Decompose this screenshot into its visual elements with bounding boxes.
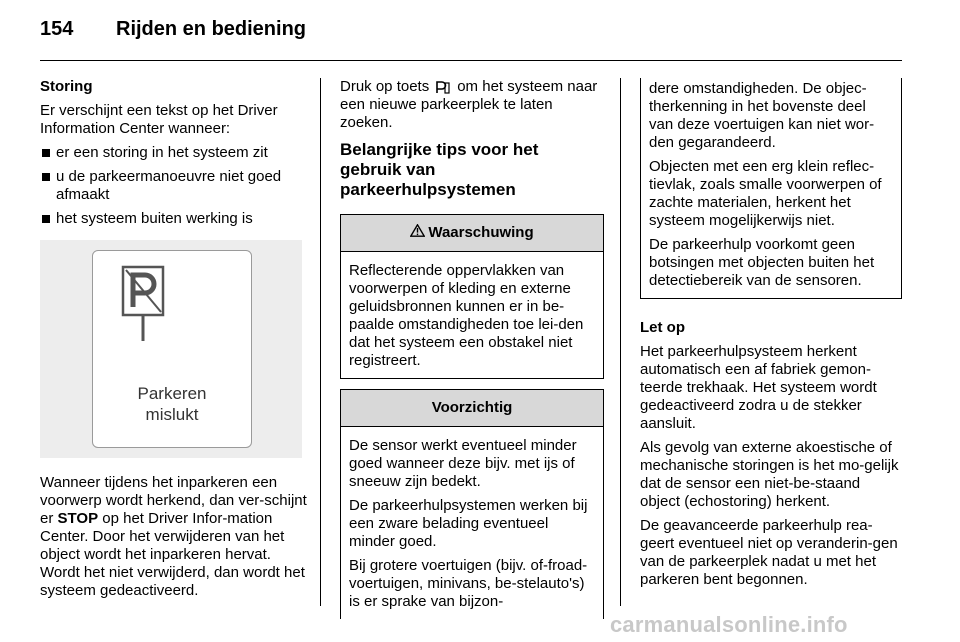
parking-button-icon xyxy=(435,80,451,95)
header-rule xyxy=(40,60,902,61)
display-line-2: mislukt xyxy=(145,405,199,424)
column-1 xyxy=(40,78,308,606)
stop-text-2: op het Driver Infor-mation Center. Door het verwijderen van het object wordt het inparkeren hervat. Wordt het niet verwijderd, dan wordt het systeem gedeactiveerd. xyxy=(40,510,305,599)
list-item: het systeem buiten werking is xyxy=(40,210,308,228)
section-title: Belangrijke tips voor het gebruik van parkeerhulpsystemen xyxy=(340,140,539,199)
caution-body xyxy=(341,427,603,619)
parking-sign-icon xyxy=(121,265,173,343)
caution-paragraph: De parkeerhulpsystemen werken bij een zware belading eventueel minder goed. xyxy=(349,497,588,550)
caution-paragraph: De parkeerhulp voorkomt geen botsingen met objecten buiten het detectiebereik van de sensoren. xyxy=(649,236,875,289)
chapter-title: Rijden en bediening xyxy=(116,18,307,40)
press-text-2: om het systeem naar een nieuwe parkeerplek te laten zoeken. xyxy=(340,78,598,131)
note-paragraph: De geavanceerde parkeerhulp rea-geert eventueel niet op veranderin-gen van de parkeerplek nadat u met het parkeren bent begonnen. xyxy=(640,517,898,588)
caution-box xyxy=(340,389,604,619)
caution-box-continued xyxy=(640,78,902,299)
warning-box xyxy=(340,214,604,379)
warning-triangle-icon xyxy=(410,224,425,237)
column-2 xyxy=(340,78,604,619)
page-number: 154 xyxy=(40,18,74,40)
list-item: er een storing in het systeem zit xyxy=(40,144,308,162)
warning-body xyxy=(341,252,603,378)
press-text-1: Druk op toets xyxy=(340,78,430,95)
press-paragraph xyxy=(340,78,604,132)
watermark: carmanualsonline.info xyxy=(610,612,848,637)
caution-title: Voorzichtig xyxy=(431,399,513,416)
storing-heading: Storing xyxy=(40,78,93,95)
dic-display xyxy=(92,250,252,448)
column-3 xyxy=(640,78,902,595)
list-item: u de parkeermanoeuvre niet goed afmaakt xyxy=(40,168,308,204)
warning-title: Waarschuwing xyxy=(428,224,534,241)
column-divider xyxy=(620,78,621,606)
display-line-1: Parkeren xyxy=(137,384,207,403)
storing-intro: Er verschijnt een tekst op het Driver Information Center wanneer: xyxy=(40,102,278,137)
warning-header xyxy=(341,215,603,252)
caution-paragraph: dere omstandigheden. De objec-therkenning in het bovenste deel van deze voertuigen kan niet wor-den gegarandeerd. xyxy=(649,80,875,151)
stop-keyword: STOP xyxy=(57,510,99,527)
caution-paragraph: Bij grotere voertuigen (bijv. of-froad-voertuigen, minivans, be-stelauto's) is er sprake van bijzon- xyxy=(349,557,588,610)
display-message xyxy=(93,383,251,425)
caution-paragraph: De sensor werkt eventueel minder goed wanneer deze bijv. met ijs of sneeuw zijn bedekt. xyxy=(349,437,577,490)
note-paragraph: Als gevolg van externe akoestische of mechanische storingen is het mo-gelijk dat de sensor een niet-be-staand object (echostoring) herkent. xyxy=(640,439,899,510)
note-heading: Let op xyxy=(640,319,685,336)
stop-paragraph xyxy=(40,474,308,600)
note-paragraph: Het parkeerhulpsysteem herkent automatisch een af fabriek gemon-teerde trekhaak. Het systeem wordt gedeactiveerd zodra u de stekker aansluit. xyxy=(640,343,877,432)
stop-text-1: Wanneer tijdens het inparkeren een voorwerp wordt herkend, dan ver-schijnt er xyxy=(40,474,307,527)
display-illustration xyxy=(40,240,302,458)
storing-list xyxy=(40,144,308,228)
caution-header xyxy=(341,390,603,427)
warning-text: Reflecterende oppervlakken van voorwerpen of kleding en externe geluidsbronnen kunnen er in be-paalde omstandigheden toe lei-den dat het systeem een obstakel niet registreert. xyxy=(349,262,584,369)
column-divider xyxy=(320,78,321,606)
caution-paragraph: Objecten met een erg klein reflec-tievlak, zoals smalle voorwerpen of zachte materialen, herkent het systeem mogelijkerwijs niet. xyxy=(649,158,882,229)
